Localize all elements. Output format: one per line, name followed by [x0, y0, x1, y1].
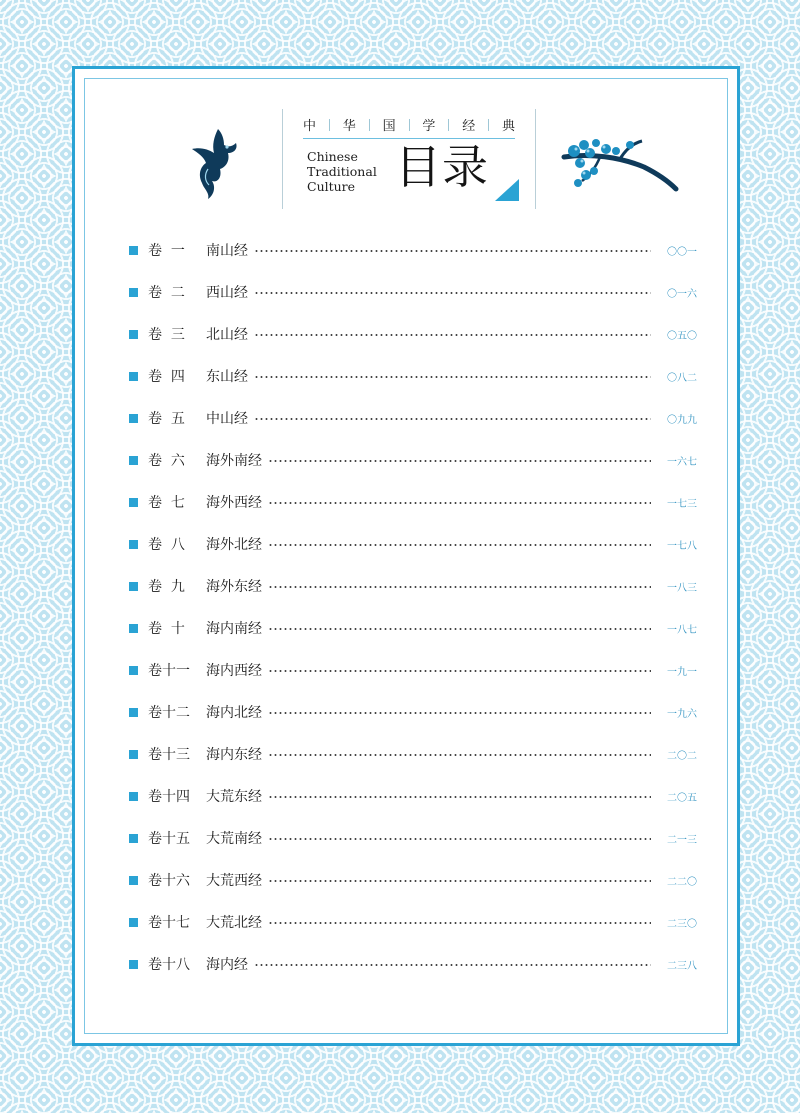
english-line: Chinese [307, 149, 358, 164]
dot-leader [254, 414, 651, 424]
bullet-square-icon [129, 456, 138, 465]
toc-entry[interactable] [129, 565, 697, 607]
toc-entry[interactable] [129, 313, 697, 355]
dot-leader [254, 330, 651, 340]
toc-entry[interactable] [129, 691, 697, 733]
toc-entry[interactable] [129, 271, 697, 313]
bullet-square-icon [129, 834, 138, 843]
bullet-square-icon [129, 708, 138, 717]
chapter-title: 大荒南经 [206, 831, 262, 847]
volume-label: 卷 六 [148, 453, 185, 469]
volume-label: 卷十七 [148, 915, 190, 931]
chapter-title: 海内东经 [206, 747, 262, 763]
page-frame [72, 66, 740, 1046]
page-number: 一七八 [667, 540, 697, 552]
bullet-square-icon [129, 330, 138, 339]
page-number: 一七三 [667, 498, 697, 510]
title-block [282, 109, 536, 209]
header [75, 109, 737, 219]
chapter-title: 西山经 [206, 285, 248, 301]
chapter-title: 北山经 [206, 327, 248, 343]
series-divider [409, 119, 410, 131]
toc-entry[interactable] [129, 733, 697, 775]
page-number: 一九一 [667, 666, 697, 678]
page-number: 〇〇一 [667, 246, 697, 258]
toc-entry[interactable] [129, 817, 697, 859]
series-char: 国 [382, 119, 396, 134]
volume-label: 卷十二 [148, 705, 190, 721]
page-number: 一八三 [667, 582, 697, 594]
dot-leader [254, 246, 651, 256]
english-subtitle [307, 149, 377, 194]
volume-label: 卷 五 [148, 411, 185, 427]
page-number: 二〇五 [667, 792, 697, 804]
page-number: 〇九九 [667, 414, 697, 426]
chapter-title: 大荒西经 [206, 873, 262, 889]
page-number: 一九六 [667, 708, 697, 720]
dot-leader [254, 960, 651, 970]
series-divider [329, 119, 330, 131]
toc-entry[interactable] [129, 901, 697, 943]
toc-entry[interactable] [129, 229, 697, 271]
volume-label: 卷十八 [148, 957, 190, 973]
chapter-title: 海外北经 [206, 537, 262, 553]
dot-leader [268, 834, 651, 844]
page-title: 目录 [395, 140, 489, 194]
series-divider [448, 119, 449, 131]
series-char: 经 [462, 119, 476, 134]
bullet-square-icon [129, 918, 138, 927]
toc-entry[interactable] [129, 481, 697, 523]
chapter-title: 大荒东经 [206, 789, 262, 805]
chapter-title: 中山经 [206, 411, 248, 427]
volume-label: 卷十一 [148, 663, 190, 679]
bullet-square-icon [129, 372, 138, 381]
volume-label: 卷 二 [148, 285, 185, 301]
volume-label: 卷 一 [148, 243, 185, 259]
series-title [303, 115, 515, 134]
toc-entry[interactable] [129, 355, 697, 397]
toc-entry[interactable] [129, 775, 697, 817]
toc-entry[interactable] [129, 649, 697, 691]
bullet-square-icon [129, 498, 138, 507]
series-char: 学 [422, 119, 436, 134]
volume-label: 卷十四 [148, 789, 190, 805]
bullet-square-icon [129, 750, 138, 759]
dot-leader [268, 792, 651, 802]
chapter-title: 南山经 [206, 243, 248, 259]
plum-branch-icon [560, 127, 680, 197]
chapter-title: 海内南经 [206, 621, 262, 637]
dot-leader [268, 918, 651, 928]
dot-leader [268, 708, 651, 718]
page-number: 〇八二 [667, 372, 697, 384]
volume-label: 卷十五 [148, 831, 190, 847]
toc-entry[interactable] [129, 859, 697, 901]
page-number: 一八七 [667, 624, 697, 636]
chapter-title: 海外南经 [206, 453, 262, 469]
page-number: 二三八 [667, 960, 697, 972]
series-divider [488, 119, 489, 131]
chapter-title: 东山经 [206, 369, 248, 385]
page-number: 二〇二 [667, 750, 697, 762]
volume-label: 卷 十 [148, 621, 185, 637]
volume-label: 卷 九 [148, 579, 185, 595]
toc-entry[interactable] [129, 439, 697, 481]
dot-leader [268, 540, 651, 550]
bullet-square-icon [129, 246, 138, 255]
chapter-title: 海内北经 [206, 705, 262, 721]
bullet-square-icon [129, 960, 138, 969]
volume-label: 卷 七 [148, 495, 185, 511]
chapter-title: 海内西经 [206, 663, 262, 679]
chapter-title: 大荒北经 [206, 915, 262, 931]
dot-leader [254, 372, 651, 382]
bullet-square-icon [129, 414, 138, 423]
toc-entry[interactable] [129, 397, 697, 439]
toc-entry[interactable] [129, 607, 697, 649]
bullet-square-icon [129, 582, 138, 591]
series-divider [369, 119, 370, 131]
dot-leader [268, 624, 651, 634]
bullet-square-icon [129, 792, 138, 801]
dot-leader [268, 582, 651, 592]
bullet-square-icon [129, 624, 138, 633]
chapter-title: 海外东经 [206, 579, 262, 595]
dot-leader [268, 456, 651, 466]
volume-label: 卷 八 [148, 537, 185, 553]
dot-leader [268, 750, 651, 760]
bullet-square-icon [129, 876, 138, 885]
page-number: 一六七 [667, 456, 697, 468]
volume-label: 卷 三 [148, 327, 185, 343]
bullet-square-icon [129, 666, 138, 675]
corner-triangle-decoration [495, 179, 519, 201]
volume-label: 卷 四 [148, 369, 185, 385]
page-number: 〇一六 [667, 288, 697, 300]
page-number: 〇五〇 [667, 330, 697, 342]
toc-entry[interactable] [129, 943, 697, 985]
chapter-title: 海内经 [206, 957, 248, 973]
toc-entry[interactable] [129, 523, 697, 565]
series-char: 中 [303, 119, 317, 134]
page-number: 二二〇 [667, 876, 697, 888]
page-number: 二三〇 [667, 918, 697, 930]
page-number: 二一三 [667, 834, 697, 846]
dot-leader [254, 288, 651, 298]
english-line: Traditional [307, 164, 377, 179]
dot-leader [268, 666, 651, 676]
bullet-square-icon [129, 540, 138, 549]
dot-leader [268, 876, 651, 886]
series-char: 典 [501, 119, 515, 134]
table-of-contents [129, 229, 697, 985]
chapter-title: 海外西经 [206, 495, 262, 511]
dot-leader [268, 498, 651, 508]
bullet-square-icon [129, 288, 138, 297]
english-line: Culture [307, 179, 356, 194]
series-char: 华 [342, 119, 356, 134]
volume-label: 卷十六 [148, 873, 190, 889]
volume-label: 卷十三 [148, 747, 190, 763]
phoenix-bird-icon [178, 123, 242, 203]
